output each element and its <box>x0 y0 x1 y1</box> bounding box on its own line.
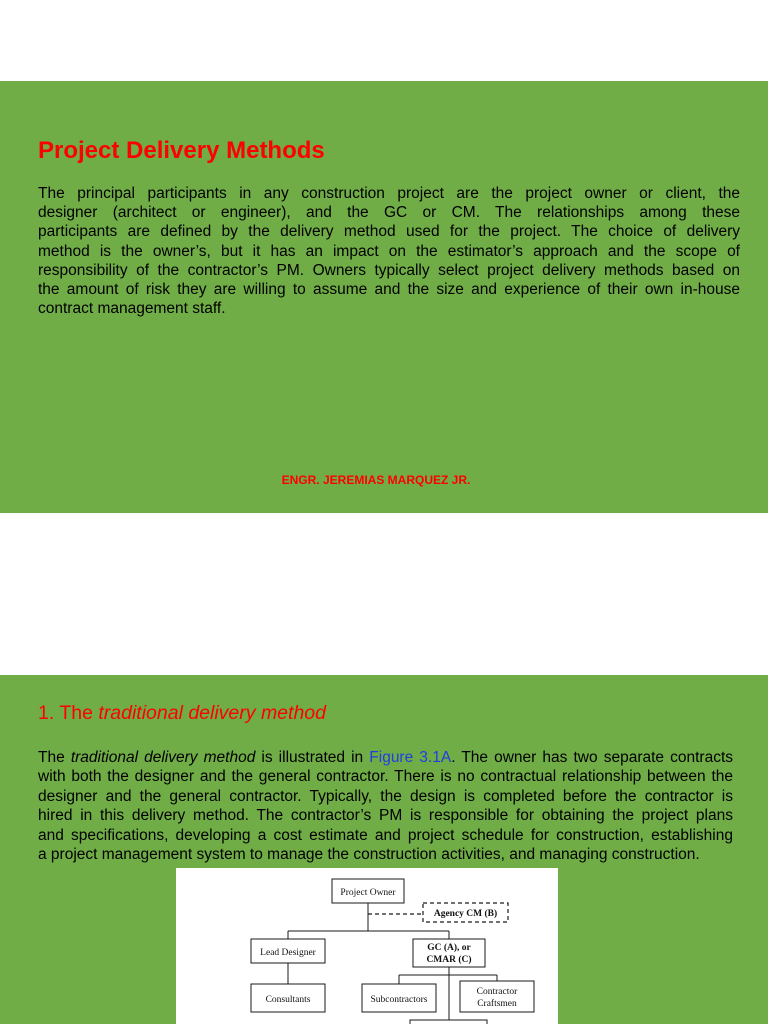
traditional-method-paragraph <box>38 748 733 864</box>
section-heading <box>38 702 326 725</box>
paragraph-line: method is the owner’s, but it has an impact on the estimator’s approach and the scope of <box>38 242 740 260</box>
slide-title: Project Delivery Methods <box>38 137 325 164</box>
org-chart-diagram <box>176 868 558 1024</box>
paragraph-line: with both the designer and the general contractor. There is no contractual relationship between the <box>38 768 733 786</box>
paragraph-line: designer (architect or engineer), and the GC or CM. The relationships among these <box>38 204 740 222</box>
emphasized-term: traditional delivery method <box>70 749 256 766</box>
slide-project-delivery-methods <box>0 81 768 513</box>
slide-traditional-delivery-method <box>0 675 768 1024</box>
agency-cm-label: Agency CM (B) <box>433 909 498 919</box>
craftsmen-label: Craftsmen <box>477 999 517 1009</box>
paragraph-line: The principal participants in any construction project are the project owner or client, the <box>38 185 740 202</box>
paragraph-line: participants are defined by the delivery method used for the project. The choice of delivery <box>38 223 740 241</box>
project-owner-label: Project Owner <box>340 888 396 898</box>
line-text: The <box>38 749 71 766</box>
line-text: is illustrated in <box>255 749 370 766</box>
author-footer: ENGR. JEREMIAS MARQUEZ JR. <box>281 473 471 487</box>
paragraph-line: and specifications, developing a cost estimate and project schedule for construction, establishing <box>38 826 733 844</box>
intro-paragraph <box>38 184 740 318</box>
section-heading-prefix: 1. The <box>38 702 99 724</box>
paragraph-line: hired in this delivery method. The contractor’s PM is responsible for obtaining the project plans <box>38 807 733 825</box>
paragraph-line: a project management system to manage the construction activities, and managing construction. <box>38 845 700 863</box>
paragraph-line: responsibility of the contractor’s PM. Owners typically select project delivery methods based on <box>38 261 740 279</box>
paragraph-line <box>38 748 733 767</box>
paragraph-line: designer and the general contractor. Typically, the design is completed before the contractor is <box>38 787 733 805</box>
contractor-label: Contractor <box>476 987 518 997</box>
cmar-label: CMAR (C) <box>426 955 472 965</box>
paragraph-line: contract management staff. <box>38 300 226 318</box>
delivery-method-figure <box>176 868 558 1024</box>
lead-designer-label: Lead Designer <box>260 948 316 958</box>
subcontractors-label: Subcontractors <box>370 995 428 1005</box>
cut-off-box <box>410 1020 487 1024</box>
consultants-label: Consultants <box>265 995 311 1005</box>
gc-label: GC (A), or <box>427 943 471 953</box>
paragraph-line: the amount of risk they are willing to assume and the size and experience of their own in-house <box>38 280 740 298</box>
figure-reference-link[interactable]: Figure 3.1A <box>369 749 452 766</box>
section-heading-emphasis: traditional delivery method <box>98 702 326 724</box>
line-text: . The owner has two separate contracts <box>451 749 734 766</box>
